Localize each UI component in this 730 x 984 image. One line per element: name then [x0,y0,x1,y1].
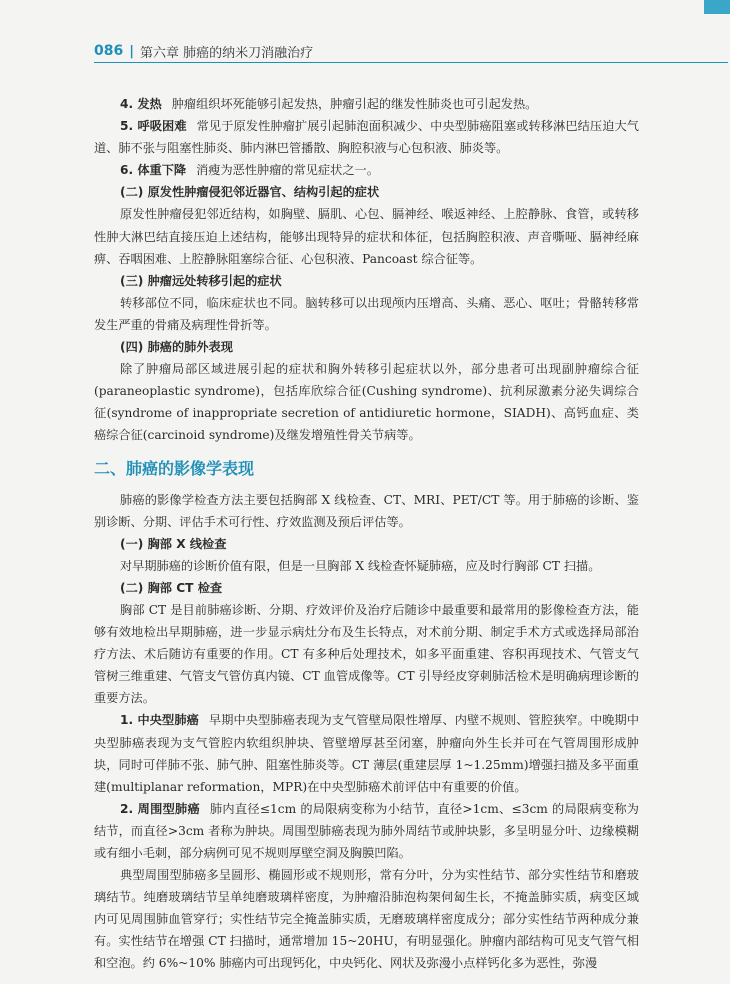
section-heading: 二、肺癌的影像学表现 [94,458,255,478]
paragraph-peripheral [94,798,639,864]
header-separator: | [129,43,134,59]
item-text: 早期中央型肺癌表现为支气管壁局限性增厚、内壁不规则、管腔狭窄。中晚期中央型肺癌表现为支气管腔内软组织肿块、管壁增厚甚至闭塞，肿瘤向外生长并可在气管周围形成肿块，同时可伴肺不张、肺气肿、阻塞性肺炎等。CT 薄层(重建层厚 1~1.25mm)增强扫描及多平面重建(multiplanar reformation，MPR)在中央型肺癌术前评估中有重要的价值。 [94,713,640,794]
subsection-text: 转移部位不同，临床症状也不同。脑转移可以出现颅内压增高、头痛、恶心、呕吐；骨骼转移常发生严重的骨痛及病理性骨折等。 [94,295,639,332]
section-intro: 肺癌的影像学检查方法主要包括胸部 X 线检查、CT、MRI、PET/CT 等。用于肺癌的诊断、鉴别诊断、分期、评估手术可行性、疗效监测及预后评估等。 [94,492,639,529]
item-text: 肺内直径≤1cm 的局限病变称为小结节，直径>1cm、≤3cm 的局限病变称为结节，而直径>3cm 者称为肿块。周围型肺癌表现为肺外周结节或肿块影，多呈明显分叶、边缘模糊或有细小毛刺，部分病例可见不规则厚壁空洞及胸膜凹陷。 [94,801,639,860]
subsection-title: (三) 肿瘤远处转移引起的症状 [120,273,282,288]
paragraph-central [94,709,639,797]
item-lead: 2. 周围型肺癌 [120,801,200,816]
item-text: 肿瘤组织坏死能够引起发热，肿瘤引起的继发性肺炎也可引起发热。 [171,97,538,111]
body-text [94,93,639,975]
subsection-title: (二) 胸部 CT 检查 [120,580,223,595]
subsection-title: (二) 原发性肿瘤侵犯邻近器官、结构引起的症状 [120,185,380,200]
paragraph-weight-loss [94,159,639,181]
running-header [94,40,313,62]
item-text: 常见于原发性肿瘤扩展引起肺泡面积减少、中央型肺癌阻塞或转移淋巴结压迫大气道、肺不张与阻塞性肺炎、肺内淋巴管播散、胸腔积液与心包积液、肺炎等。 [94,119,639,156]
item-lead: 1. 中央型肺癌 [120,713,199,728]
subsection-text: 除了肿瘤局部区域进展引起的症状和胸外转移引起症状以外，部分患者可出现副肿瘤综合征(paraneoplastic syndrome)，包括库欣综合征(Cushing syndrome)、抗利尿激素分泌失调综合征(syndrome of inappropriate secretion of antidiuretic hormone，SIADH)、高钙血症、类癌综合征(carcinoid syndrome)及继发增殖性骨关节病等。 [94,362,639,443]
item-lead: 4. 发热 [120,97,162,111]
item-text: 消瘦为恶性肿瘤的常见症状之一。 [196,163,379,178]
subsection-title: (四) 肺癌的肺外表现 [120,340,233,355]
item-lead: 6. 体重下降 [120,163,187,178]
paragraph-peripheral-detail: 典型周围型肺癌多呈圆形、椭圆形或不规则形，常有分叶，分为实性结节、部分实性结节和磨玻璃结节。纯磨玻璃结节呈单纯磨玻璃样密度，为肿瘤沿肺泡构架伺匐生长，不掩盖肺实质，病变区域内可见周围肺血管穿行；实性结节完全掩盖肺实质，无磨玻璃样密度成分；部分实性结节两种成分兼有。实性结节在增强 CT 扫描时，通常增加 15~20HU，有明显强化。肿瘤内部结构可见支气管气相和空泡。约 6%~10% 肺癌内可出现钙化，中央钙化、网状及弥漫小点样钙化多为恶性，弥漫 [94,868,639,971]
subsection-title: (一) 胸部 X 线检查 [120,536,227,551]
chapter-title: 第六章 肺癌的纳米刀消融治疗 [139,45,314,61]
subsection-text: 原发性肿瘤侵犯邻近结构，如胸壁、膈肌、心包、膈神经、喉返神经、上腔静脉、食管，或转移性肿大淋巴结直接压迫上述结构，能够出现特异的症状和体征，包括胸腔积液、声音嘶哑、膈神经麻痹、吞咽困难、上腔静脉阻塞综合征、心包积液、Pancoast 综合征等。 [94,207,639,266]
subsection-text: 对早期肺癌的诊断价值有限，但是一旦胸部 X 线检查怀疑肺癌，应及时行胸部 CT 扫描。 [120,558,601,573]
corner-tab [704,0,730,14]
header-rule [94,62,728,63]
paragraph-fever [94,93,639,115]
subsection-text: 胸部 CT 是目前肺癌诊断、分期、疗效评价及治疗后随诊中最重要和最常用的影像检查方法，能够有效地检出早期肺癌，进一步显示病灶分布及生长特点，对术前分期、制定手术方式或选择局部治疗方法、术后随访有重要的作用。CT 有多种后处理技术，如多平面重建、容积再现技术、气管支气管树三维重建、气管支气管仿真内镜、CT 血管成像等。CT 引导经皮穿刺肺活检术是明确病理诊断的重要方法。 [94,602,639,706]
paragraph-dyspnea [94,115,639,159]
item-lead: 5. 呼吸困难 [120,119,187,134]
page-number: 086 [94,43,124,59]
